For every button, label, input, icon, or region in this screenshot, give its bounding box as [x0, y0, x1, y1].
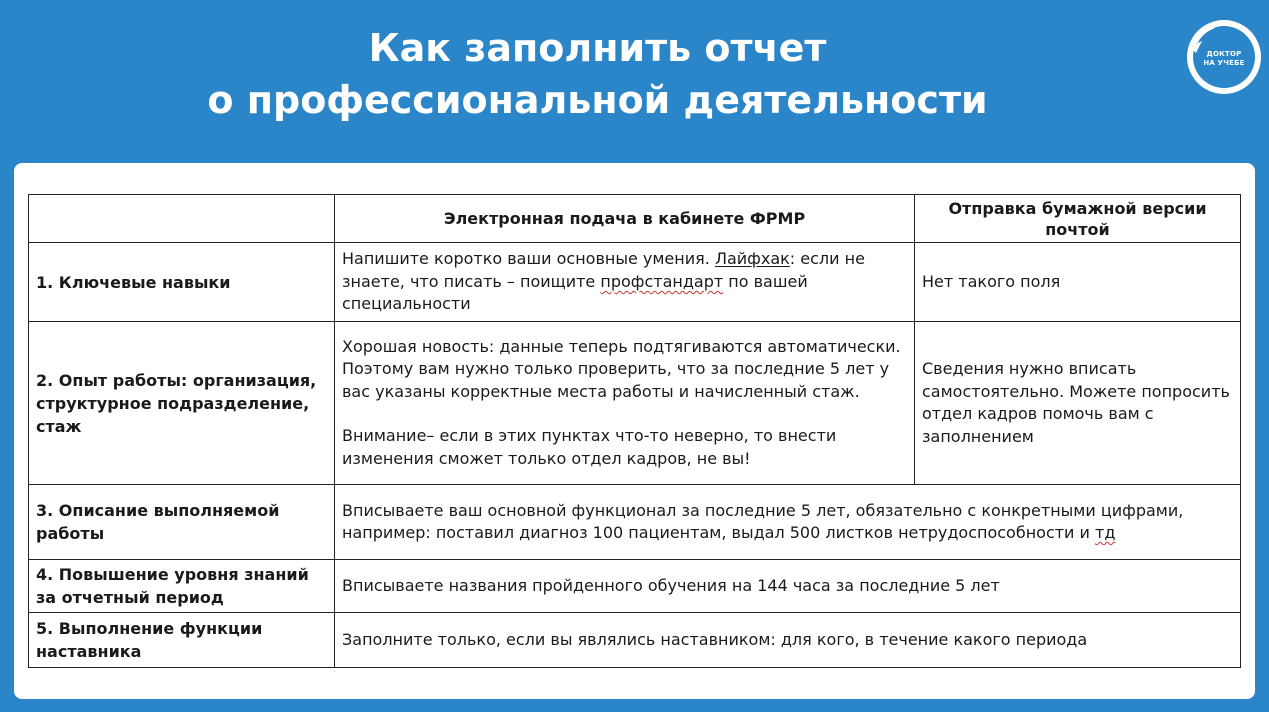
table-row	[29, 613, 1241, 668]
td-abbrev-text: тд	[1095, 523, 1116, 542]
header-cell-electronic: Электронная подача в кабинете ФРМР	[335, 195, 915, 243]
content-card	[14, 163, 1255, 699]
text-segment: : если не знаете, что писать – поищите	[342, 249, 865, 291]
paragraph-gap	[342, 403, 907, 425]
logo-text-line-2: НА УЧЕБЕ	[1203, 59, 1245, 67]
header-cell-paper: Отправка бумажной версии почтой	[915, 195, 1241, 243]
text-segment: Вписываете ваш основной функционал за последние 5 лет, обязательно с конкретными цифрами, например: поставил диагноз 100 пациентам, выдал 500 листков нетрудоспособности и	[342, 500, 1184, 542]
report-table	[28, 194, 1241, 668]
cell-merged-knowledge-level: Вписываете названия пройденного обучения на 144 часа за последние 5 лет	[335, 560, 1241, 613]
title-line-1: Как заполнить отчет	[368, 26, 827, 70]
row-label-mentor-function: 5. Выполнение функции наставника	[29, 613, 335, 668]
profstandart-text: профстандарт	[600, 271, 724, 291]
row-label-work-experience: 2. Опыт работы: организация, структурное подразделение, стаж	[29, 322, 335, 485]
table-header-row	[29, 195, 1241, 243]
cell-paper-work-experience: Сведения нужно вписать самостоятельно. Можете попросить отдел кадров помочь вам с заполнением	[915, 322, 1241, 485]
row-label-knowledge-level: 4. Повышение уровня знаний за отчетный период	[29, 560, 335, 613]
cell-merged-work-description	[335, 485, 1241, 560]
lifehack-text: Лайфхак	[714, 249, 790, 269]
doctor-logo	[1184, 17, 1264, 97]
table-row	[29, 322, 1241, 485]
row-label-key-skills: 1. Ключевые навыки	[29, 243, 335, 322]
table-row	[29, 560, 1241, 613]
logo-text-line-1: ДОКТОР	[1206, 50, 1242, 58]
cell-merged-mentor-function: Заполните только, если вы являлись наставником: для кого, в течение какого периода	[335, 613, 1241, 668]
good-news-paragraph: Хорошая новость: данные теперь подтягиваются автоматически. Поэтому вам нужно только проверить, что за последние 5 лет у вас указаны корректные места работы и начисленный стаж.	[342, 336, 901, 401]
cell-electronic-work-experience	[335, 322, 915, 485]
table-row	[29, 243, 1241, 322]
text-segment: Напишите коротко ваши основные умения.	[342, 249, 715, 269]
cell-paper-key-skills: Нет такого поля	[915, 243, 1241, 322]
warning-paragraph: Внимание– если в этих пунктах что-то неверно, то внести изменения сможет только отдел кадров, не вы!	[342, 426, 837, 468]
row-label-work-description: 3. Описание выполняемой работы	[29, 485, 335, 560]
table-row	[29, 485, 1241, 560]
cell-electronic-key-skills	[335, 243, 915, 322]
text-segment: по вашей специальности	[342, 271, 808, 314]
header-cell-empty	[29, 195, 335, 243]
title-line-2: о профессиональной деятельности	[207, 78, 988, 122]
page-title	[0, 22, 1195, 126]
